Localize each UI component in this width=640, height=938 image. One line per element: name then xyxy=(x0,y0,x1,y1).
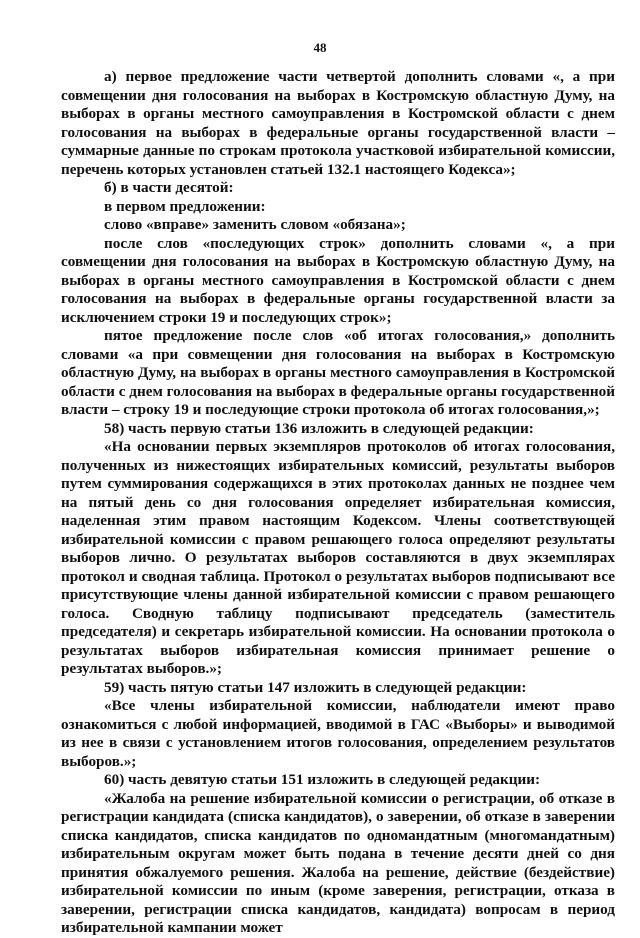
paragraph-amendment-b: б) в части десятой: xyxy=(104,179,234,196)
page-number: 48 xyxy=(313,40,327,55)
paragraph-amendment-a: а) первое предложение части четвертой дополнить словами «, а при совмещении дня голосования на выборах в Костромскую областную Думу, на выборах в органы местного самоуправления в Костромской области с днем голосования на выборах в федеральные органы государственной власти – суммарные данные по строкам протокола участковой избирательной комиссии, перечень которых установлен статьей 132.1 настоящего Кодекса»; xyxy=(61,68,615,178)
paragraph-article-136-text: «На основании первых экземпляров протоколов об итогах голосования, полученных из нижестоящих избирательных комиссий, результаты выборов путем суммирования содержащихся в этих протоколах данных не позднее чем на пятый день со дня голосования определяет избирательная комиссия, наделенная этим правом настоящим Кодексом. Члены соответствующей избирательной комиссии с правом решающего голоса определяют результаты выборов лично. О результатах выборов составляются в двух экземплярах протокол и сводная таблица. Протокол о результатах выборов подписывают все присутствующие члены данной избирательной комиссии с правом решающего голоса. Сводную таблицу подписывают председатель (заместитель председателя) и секретарь избирательной комиссии. На основании протокола о результатах выборов избирательная комиссия принимает решение о результатах выборов.»; xyxy=(61,438,615,677)
paragraph-article-147-text: «Все члены избирательной комиссии, наблюдатели имеют право ознакомиться с любой информацией, вводимой в ГАС «Выборы» и выводимой из нее в связи с установлением итогов голосования, определением результатов выборов.»; xyxy=(61,697,615,770)
paragraph-article-151-text: «Жалоба на решение избирательной комиссии о регистрации, об отказе в регистрации кандидата (списка кандидатов), о заверении, об отказе в заверении списка кандидатов, списка кандидатов по одномандатным (многомандатным) избирательным округам может быть подана в течение десяти дней со дня принятия обжалуемого решения. Жалоба на решение, действие (бездействие) избирательной комиссии по иным (кроме заверения, регистрации, отказа в заверении, регистрации списка кандидатов, кандидата) вопросам в период избирательной кампании может xyxy=(61,789,615,936)
paragraph-after-words: после слов «последующих строк» дополнить словами «, а при совмещении дня голосования на выборах в Костромскую областную Думу, на выборах в органы местного самоуправления в Костромской области с днем голосования на выборах в федеральные органы государственной власти за исключением строки 19 и последующих строк»; xyxy=(61,234,615,326)
paragraph-item-60: 60) часть девятую статьи 151 изложить в следующей редакции: xyxy=(104,771,541,788)
paragraph-fifth-sentence: пятое предложение после слов «об итогах голосования,» дополнить словами «а при совмещении дня голосования на выборах в Костромскую областную Думу, на выборах в органы местного самоуправления в Костромской области с днем голосования на выборах в федеральные органы государственной власти – строку 19 и последующие строки протокола об итогах голосования,»; xyxy=(61,327,615,418)
paragraph-word-replacement: слово «вправе» заменить словом «обязана»; xyxy=(104,216,406,233)
paragraph-item-58: 58) часть первую статьи 136 изложить в следующей редакции: xyxy=(104,419,534,437)
paragraph-first-sentence: в первом предложении: xyxy=(104,197,266,215)
document-body xyxy=(61,68,615,938)
paragraph-item-59: 59) часть пятую статьи 147 изложить в следующей редакции: xyxy=(104,678,527,696)
